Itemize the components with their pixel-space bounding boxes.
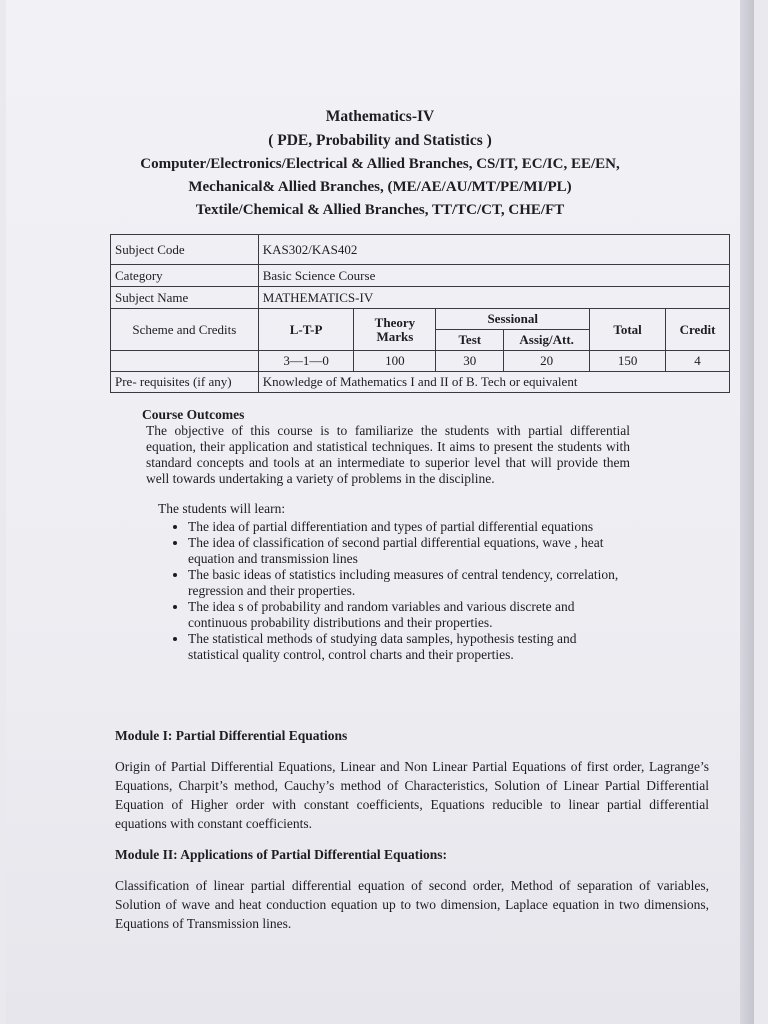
category-value: Basic Science Course	[258, 265, 729, 287]
subject-name-label: Subject Name	[111, 287, 259, 309]
module-1-section	[115, 726, 709, 833]
module-2-section	[115, 845, 709, 933]
theory-value: 100	[354, 351, 436, 372]
total-value: 150	[590, 351, 666, 372]
subject-name-value: MATHEMATICS-IV	[258, 287, 729, 309]
subject-code-value: KAS302/KAS402	[258, 235, 729, 265]
sessional-header: Sessional	[436, 309, 590, 330]
branches-line-1: Computer/Electronics/Electrical & Allied Branches, CS/IT, EC/IC, EE/EN,	[140, 156, 620, 172]
course-subtitle: ( PDE, Probability and Statistics )	[268, 132, 492, 149]
branches-line-3: Textile/Chemical & Allied Branches, TT/TC/CT, CHE/FT	[195, 202, 565, 218]
course-title: Mathematics-IV	[325, 108, 435, 125]
list-item: • The idea of partial differentiation and types of partial differential equations	[188, 519, 630, 535]
table-row	[111, 265, 730, 287]
prereq-value: Knowledge of Mathematics I and II of B. Tech or equivalent	[258, 372, 729, 393]
module-2-text: Classification of linear partial differential equation of second order, Method of separation of variables, Solution of wave and heat conduction equation up to two dimension, Laplace equation in two dimensions, Equations of Transmission lines.	[115, 878, 709, 931]
assig-value: 20	[504, 351, 590, 372]
ltp-header: L-T-P	[258, 309, 354, 351]
assig-header: Assig/Att.	[504, 330, 590, 351]
list-item: • The statistical methods of studying data samples, hypothesis testing and statistical quality control, control charts and their properties.	[188, 631, 630, 663]
course-outcomes-section	[142, 407, 630, 663]
test-value: 30	[436, 351, 504, 372]
table-row	[111, 372, 730, 393]
subject-code-label: Subject Code	[111, 235, 259, 265]
empty-cell	[111, 351, 259, 372]
table-row	[111, 235, 730, 265]
category-label: Category	[111, 265, 259, 287]
prereq-label: Pre- requisites (if any)	[111, 372, 259, 393]
learn-intro: The students will learn:	[158, 501, 286, 516]
credit-header: Credit	[666, 309, 730, 351]
test-header: Test	[436, 330, 504, 351]
theory-header: Theory Marks	[354, 309, 436, 351]
document-header	[6, 108, 754, 219]
module-2-title: Module II: Applications of Partial Differential Equations:	[115, 847, 448, 862]
course-outcomes-title: Course Outcomes	[142, 407, 245, 422]
table-row	[111, 287, 730, 309]
credit-value: 4	[666, 351, 730, 372]
branches-line-2: Mechanical& Allied Branches, (ME/AE/AU/MT/PE/MI/PL)	[188, 179, 572, 195]
list-item: • The idea s of probability and random variables and various discrete and continuous probability distributions and their properties.	[188, 599, 630, 631]
scheme-label: Scheme and Credits	[111, 309, 259, 351]
syllabus-table	[110, 234, 730, 393]
outcomes-list	[146, 519, 630, 663]
list-item: • The idea of classification of second partial differential equations, wave , heat equation and transmission lines	[188, 535, 630, 567]
course-outcomes-paragraph: The objective of this course is to familiarize the students with partial differential equation, their application and statistical techniques. It aims to present the students with standard concepts and tools at an intermediate to superior level that will provide them well towards undertaking a variety of problems in the discipline.	[146, 423, 630, 486]
module-1-title: Module I: Partial Differential Equations	[115, 728, 348, 743]
table-row	[111, 309, 730, 330]
list-item: • The basic ideas of statistics including measures of central tendency, correlation, regression and their properties.	[188, 567, 630, 599]
document-page	[6, 0, 754, 1024]
total-header: Total	[590, 309, 666, 351]
module-1-text: Origin of Partial Differential Equations, Linear and Non Linear Partial Equations of first order, Lagrange’s Equations, Charpit’s method, Cauchy’s method of Characteristics, Solution of Linear Partial Differential Equation of Higher order with constant coefficients, Equations reducible to linear partial differential equations with constant coefficients.	[115, 759, 709, 831]
table-row	[111, 351, 730, 372]
ltp-value: 3—1—0	[258, 351, 354, 372]
